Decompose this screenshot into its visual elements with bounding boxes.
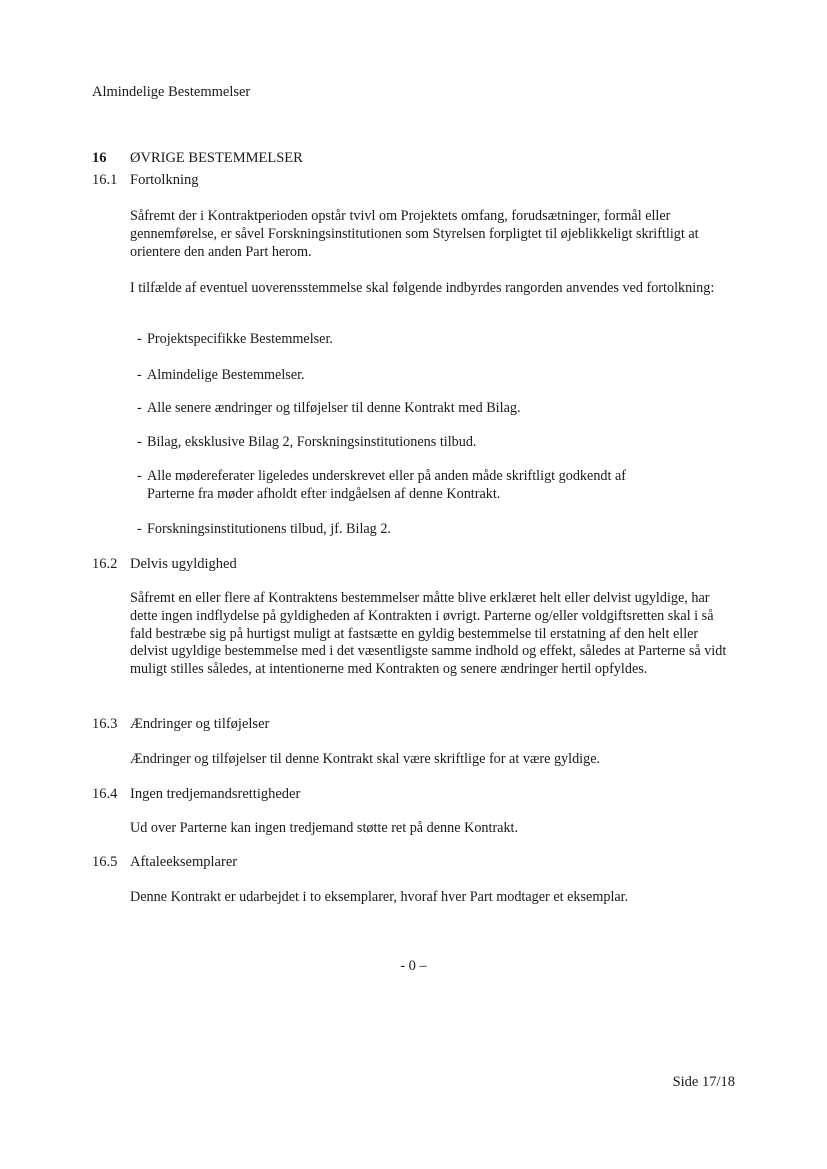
paragraph-16-2: Såfremt en eller flere af Kontraktens bestemmelser måtte blive erklæret helt eller delvist ugyldige, har dette ingen indflydelse på gyldigheden af Kontrakten i øvrigt. Parterne og/eller voldgiftsretten skal i så fald bestræbe sig på hurtigst muligt at fastsætte en gyldig bestemmelse til erstatning af den helt eller delvist ugyldige bestemmelse med i det væsentligste samme indhold og effekt, således at Parterne så vidt muligt stilles således, at intentionerne med Kontrakten og senere ændringer hertil opfyldes.	[130, 590, 727, 678]
list-item-text: Alle senere ændringer og tilføjelser til denne Kontrakt med Bilag.	[147, 400, 521, 416]
subsection-number: 16.2	[92, 556, 118, 572]
subsection-title: Ingen tredjemandsrettigheder	[130, 786, 301, 802]
paragraph-16-3: Ændringer og tilføjelser til denne Kontrakt skal være skriftlige for at være gyldige.	[130, 751, 601, 767]
list-item-text: Projektspecifikke Bestemmelser.	[147, 331, 333, 347]
list-item-continuation: Parterne fra møder afholdt efter indgåelsen af denne Kontrakt.	[147, 485, 501, 502]
subsection-heading-16-4	[92, 786, 300, 803]
subsection-heading-16-1	[92, 172, 198, 189]
subsection-number: 16.1	[92, 172, 118, 188]
subsection-title: Fortolkning	[130, 172, 199, 188]
center-mark: - 0 –	[400, 958, 427, 974]
paragraph-16-5: Denne Kontrakt er udarbejdet i to eksemplarer, hvoraf hver Part modtager et eksemplar.	[130, 889, 629, 905]
list-item: - Alle mødereferater ligeledes underskrevet eller på anden måde skriftligt godkendt af Parterne fra møder afholdt efter indgåelsen af denne Kontrakt.	[137, 468, 717, 504]
subsection-number: 16.5	[92, 854, 118, 870]
page-number: Side 17/18	[672, 1074, 735, 1090]
paragraph-16-1-1: Såfremt der i Kontraktperioden opstår tvivl om Projektets omfang, forudsætninger, formål eller gennemførelse, er såvel Forskningsinstitutionen som Styrelsen forpligtet til øjeblikkeligt skriftligt at orientere den anden Part herom.	[130, 208, 699, 260]
subsection-heading-16-5	[92, 854, 237, 871]
list-item-text: Alle mødereferater ligeledes underskrevet eller på anden måde skriftligt godkendt af	[147, 468, 627, 484]
section-heading	[92, 150, 303, 167]
paragraph-16-4: Ud over Parterne kan ingen tredjemand støtte ret på denne Kontrakt.	[130, 820, 519, 836]
subsection-heading-16-3	[92, 716, 269, 733]
subsection-title: Delvis ugyldighed	[130, 556, 237, 572]
list-item: - Alle senere ændringer og tilføjelser til denne Kontrakt med Bilag.	[137, 400, 521, 416]
list-item-text: Forskningsinstitutionens tilbud, jf. Bilag 2.	[147, 521, 391, 537]
list-item-text: Bilag, eksklusive Bilag 2, Forskningsinstitutionens tilbud.	[147, 434, 477, 450]
list-item: - Almindelige Bestemmelser.	[137, 367, 305, 383]
list-item-text: Almindelige Bestemmelser.	[147, 367, 305, 383]
subsection-number: 16.4	[92, 786, 118, 802]
subsection-title: Aftaleeksemplarer	[130, 854, 238, 870]
list-item: - Projektspecifikke Bestemmelser.	[137, 331, 333, 347]
subsection-number: 16.3	[92, 716, 118, 732]
paragraph-16-1-2: I tilfælde af eventuel uoverensstemmelse skal følgende indbyrdes rangorden anvendes ved fortolkning:	[130, 280, 715, 296]
subsection-title: Ændringer og tilføjelser	[130, 716, 270, 732]
running-header: Almindelige Bestemmelser	[92, 84, 251, 100]
list-item: - Forskningsinstitutionens tilbud, jf. Bilag 2.	[137, 521, 391, 537]
section-number: 16	[92, 150, 107, 166]
subsection-heading-16-2	[92, 556, 237, 573]
list-item: - Bilag, eksklusive Bilag 2, Forskningsinstitutionens tilbud.	[137, 434, 477, 450]
section-title: ØVRIGE BESTEMMELSER	[130, 150, 303, 166]
